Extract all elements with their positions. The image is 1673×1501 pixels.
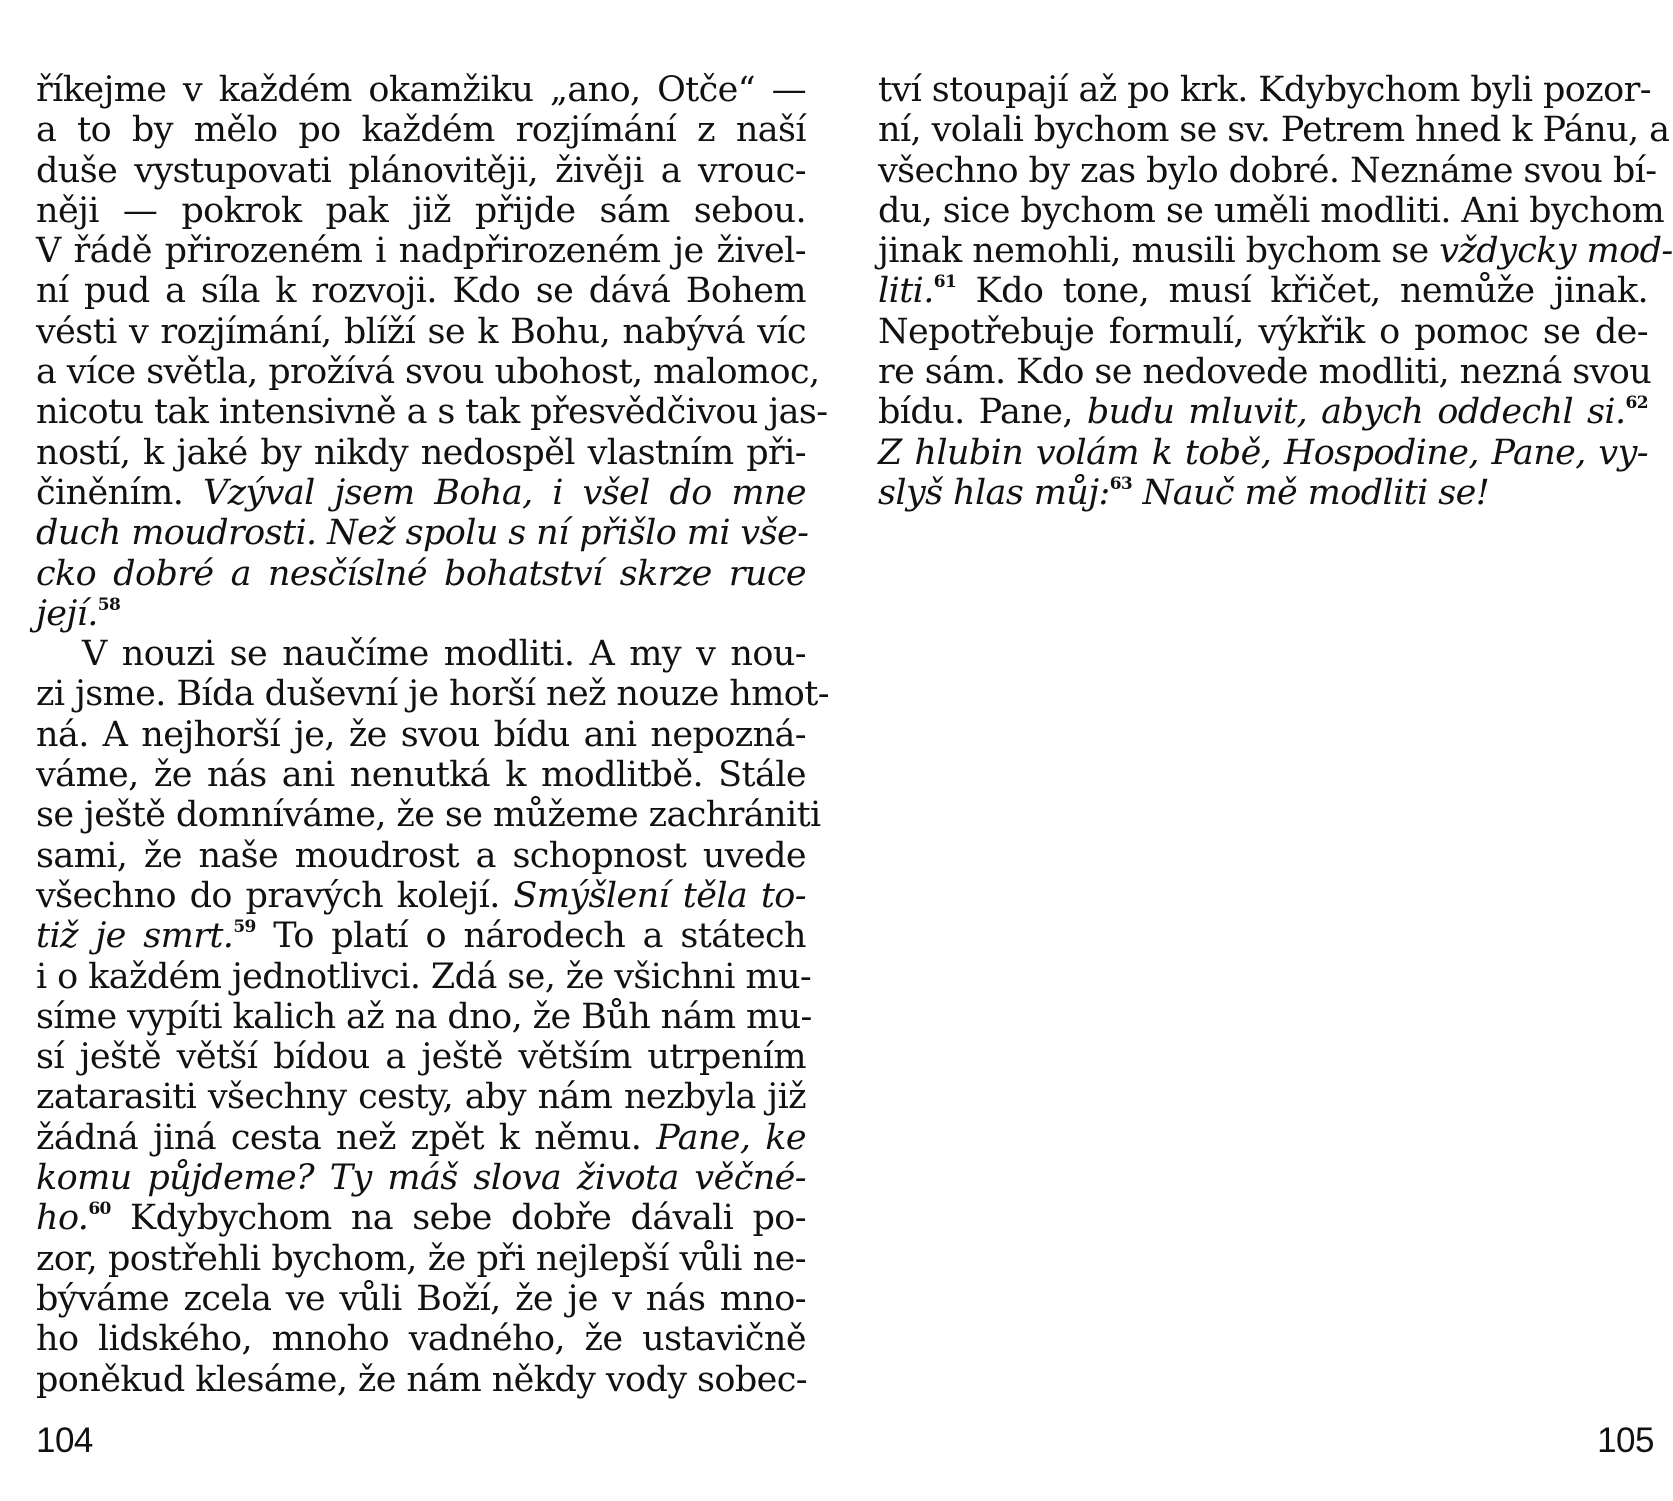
text-line — [36, 151, 806, 191]
italic-quote: Nauč mě modliti se! — [1132, 472, 1490, 513]
text-line — [878, 231, 1673, 272]
text-line — [36, 674, 829, 715]
text-line — [36, 715, 806, 755]
text-line — [36, 876, 806, 916]
right-page — [878, 0, 1673, 1501]
text-line — [36, 312, 806, 352]
text-segment: něji — pokrok pak již přijde sám sebou. — [36, 190, 806, 231]
text-segment: všechno by zas bylo dobré. Neznáme svou bí- — [878, 150, 1657, 191]
text-line — [36, 352, 820, 393]
footnote-ref: 62 — [1625, 393, 1648, 414]
text-line — [36, 433, 806, 473]
text-line — [36, 110, 806, 150]
right-page-text — [878, 70, 1673, 513]
text-segment: se ještě domníváme, že se můžeme zachrániti — [36, 795, 821, 836]
page-number-left: 104 — [36, 1421, 93, 1460]
text-segment: sí ještě větší bídou a ještě větším utrpením — [36, 1037, 806, 1078]
text-segment: poněkud klesáme, že nám někdy vody sobec- — [36, 1359, 808, 1400]
text-line — [36, 1279, 806, 1319]
italic-quote: Z hlubin volám k tobě, Hospodine, Pane, vy- — [878, 432, 1648, 473]
text-segment: činěním. — [36, 472, 203, 513]
italic-quote: duch moudrosti. Než spolu s ní přišlo mi vše- — [36, 513, 809, 554]
footnote-ref: 63 — [1109, 473, 1133, 494]
text-segment: i o každém jednotlivci. Zdá se, že všichni mu- — [36, 956, 812, 997]
italic-quote: ho. — [36, 1198, 89, 1239]
footnote-ref: 61 — [933, 272, 957, 293]
text-segment: tví stoupají až po krk. Kdybychom byli pozor- — [878, 70, 1651, 110]
text-line — [878, 352, 1652, 393]
page-number-right: 105 — [1597, 1421, 1654, 1460]
text-line — [878, 312, 1648, 352]
italic-quote: slyš hlas můj: — [878, 472, 1110, 513]
text-segment: a to by mělo po každém rozjímání z naší — [36, 110, 806, 151]
text-segment: všechno do pravých kolejí. — [36, 875, 514, 916]
text-segment: vésti v rozjímání, blíží se k Bohu, nabývá víc — [36, 311, 806, 352]
text-line — [878, 150, 1657, 191]
text-segment: zor, postřehli bychom, že při nejlepší vůli ne- — [36, 1238, 806, 1279]
text-line — [36, 956, 812, 997]
text-line — [36, 594, 806, 634]
text-line — [36, 755, 806, 795]
text-line — [36, 1077, 806, 1117]
text-segment: bídu. Pane, — [878, 392, 1087, 433]
text-segment: síme vypíti kalich až na dno, že Bůh nám mu- — [36, 996, 812, 1037]
text-line — [36, 1198, 806, 1238]
text-line — [36, 1360, 806, 1400]
text-line — [36, 1037, 806, 1077]
text-line — [36, 392, 828, 433]
text-segment: Kdybychom na sebe dobře dávali po- — [110, 1198, 806, 1239]
text-segment: ní pud a síla k rozvoji. Kdo se dává Bohem — [36, 271, 806, 312]
text-line — [36, 916, 806, 956]
text-segment: duše vystupovati plánovitěji, živěji a vrouc- — [36, 150, 806, 191]
text-line — [878, 271, 1648, 311]
left-page — [36, 0, 829, 1501]
text-segment: Nepotřebuje formulí, výkřik o pomoc se de- — [878, 311, 1648, 352]
text-line — [878, 110, 1670, 151]
text-segment: To platí o národech a státech — [255, 916, 806, 957]
text-segment: váme, že nás ani nenutká k modlitbě. Stále — [36, 755, 806, 796]
text-segment: zi jsme. Bída duševní je horší než nouze hmot- — [36, 674, 829, 715]
text-line — [878, 190, 1665, 231]
text-segment: nicotu tak intensivně a s tak přesvědčivou jas- — [36, 392, 828, 433]
text-line — [36, 1118, 806, 1158]
text-line — [36, 271, 806, 311]
text-segment: Kdo tone, musí křičet, nemůže jinak. — [956, 271, 1648, 312]
text-line — [36, 513, 809, 554]
footnote-ref: 60 — [88, 1199, 111, 1220]
italic-quote: Vzýval jsem Boha, i všel do mne — [202, 472, 806, 513]
text-line — [36, 70, 806, 110]
italic-quote: cko dobré a nesčíslné bohatství skrze ruce — [36, 553, 806, 594]
text-line — [878, 392, 1648, 432]
text-segment: žádná jiná cesta než zpět k němu. — [36, 1117, 657, 1158]
text-line — [36, 231, 806, 271]
italic-quote: tiž je smrt. — [36, 916, 234, 957]
text-segment: jinak nemohli, musili bychom se — [878, 231, 1440, 272]
text-segment: říkejme v každém okamžiku „ano, Otče“ — — [36, 70, 806, 110]
text-line — [36, 554, 806, 594]
left-page-text — [36, 70, 829, 1400]
footnote-ref: 59 — [233, 917, 256, 938]
text-segment: V nouzi se naučíme modliti. A my v nou- — [82, 634, 806, 675]
text-segment: du, sice bychom se uměli modliti. Ani bychom — [878, 190, 1665, 231]
text-line — [36, 191, 806, 231]
text-segment: zatarasiti všechny cesty, aby nám nezbyla již — [36, 1077, 806, 1118]
italic-quote: vždycky mod- — [1439, 231, 1673, 272]
italic-quote: liti. — [878, 271, 934, 312]
text-line — [36, 1319, 806, 1359]
text-line — [36, 836, 806, 876]
italic-quote: její. — [36, 593, 98, 634]
footnote-ref: 58 — [97, 594, 121, 615]
text-segment: V řádě přirozeném i nadpřirozeném je živel- — [36, 231, 806, 272]
text-line — [36, 634, 806, 674]
text-segment: re sám. Kdo se nedovede modliti, nezná svou — [878, 352, 1652, 393]
text-segment: sami, že naše moudrost a schopnost uvede — [36, 835, 806, 876]
text-line — [878, 473, 1648, 513]
text-line — [878, 70, 1651, 110]
text-line — [36, 1239, 806, 1279]
text-segment: ností, k jaké by nikdy nedospěl vlastním při- — [36, 432, 806, 473]
text-segment: a více světla, prožívá svou ubohost, malomoc, — [36, 352, 820, 393]
text-segment: ho lidského, mnoho vadného, že ustavičně — [36, 1319, 806, 1360]
text-line — [36, 996, 812, 1037]
text-segment: ná. A nejhorší je, že svou bídu ani nepozná- — [36, 714, 806, 755]
italic-quote: budu mluvit, abych oddechl si. — [1086, 392, 1626, 433]
text-line — [36, 473, 806, 513]
text-segment: býváme zcela ve vůli Boží, že je v nás mno- — [36, 1278, 806, 1319]
text-line — [36, 795, 821, 836]
text-segment: ní, volali bychom se sv. Petrem hned k Pánu, a — [878, 110, 1670, 151]
italic-quote: Smýšlení těla to- — [513, 875, 806, 916]
text-line — [36, 1158, 806, 1198]
text-line — [878, 433, 1648, 473]
italic-quote: Pane, ke — [656, 1117, 806, 1158]
italic-quote: komu půjdeme? Ty máš slova života věčné- — [36, 1158, 806, 1199]
